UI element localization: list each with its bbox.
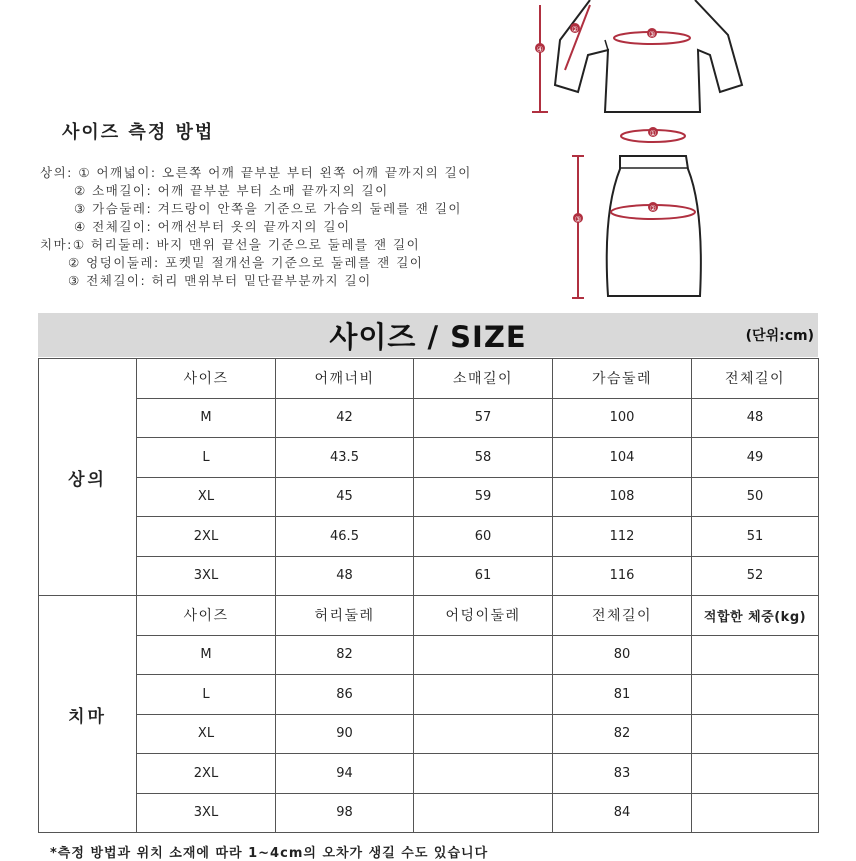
howto-title: 사이즈 측정 방법 (62, 122, 215, 143)
column-header: 적합한 체중(kg) (692, 596, 819, 636)
table-cell: M (137, 398, 276, 438)
table-cell: 58 (414, 438, 553, 478)
table-cell (692, 793, 819, 833)
table-cell (414, 714, 553, 754)
howto-skirt-hip: ② 엉덩이둘레: 포켓밑 절개선을 기준으로 둘레를 잰 길이 (68, 255, 424, 270)
table-cell: 83 (553, 754, 692, 794)
table-cell (414, 675, 553, 715)
table-cell: 48 (276, 556, 414, 596)
table-cell: 42 (276, 398, 414, 438)
table-cell: XL (137, 477, 276, 517)
table-cell: 112 (553, 517, 692, 557)
table-row (39, 556, 819, 596)
column-header: 전체길이 (553, 596, 692, 636)
table-cell: 57 (414, 398, 553, 438)
skirt-marker-3: ③ (574, 215, 582, 224)
skirt-header-row (39, 596, 819, 636)
table-cell: 60 (414, 517, 553, 557)
top-marker-2: ② (571, 25, 579, 34)
table-cell: 82 (553, 714, 692, 754)
table-cell (692, 714, 819, 754)
category-top: 상의 (39, 359, 137, 596)
table-cell (692, 635, 819, 675)
size-title-bar (38, 313, 818, 357)
table-cell: 52 (692, 556, 819, 596)
table-cell: 90 (276, 714, 414, 754)
table-cell: 51 (692, 517, 819, 557)
column-header: 허리둘레 (276, 596, 414, 636)
top-marker-3: ③ (648, 30, 656, 39)
top-garment-illustration (520, 0, 750, 118)
table-cell: 45 (276, 477, 414, 517)
table-cell: 46.5 (276, 517, 414, 557)
howto-skirt-waist: 치마:① 허리둘레: 바지 맨위 끝선을 기준으로 둘레를 잰 길이 (40, 237, 421, 252)
table-cell (414, 635, 553, 675)
table-cell: XL (137, 714, 276, 754)
table-cell: 43.5 (276, 438, 414, 478)
size-table (38, 358, 819, 833)
table-row (39, 635, 819, 675)
column-header: 소매길이 (414, 359, 553, 399)
skirt-illustration (568, 124, 718, 304)
skirt-marker-2: ② (649, 204, 657, 213)
table-row (39, 438, 819, 478)
category-skirt: 치마 (39, 596, 137, 833)
table-cell: 3XL (137, 556, 276, 596)
howto-top-shoulder: 상의: ① 어깨넓이: 오른쪽 어깨 끝부분 부터 왼쪽 어깨 끝까지의 길이 (40, 165, 472, 180)
table-cell: L (137, 675, 276, 715)
howto-top-length: ④ 전체길이: 어깨선부터 옷의 끝까지의 길이 (74, 219, 351, 234)
table-cell: 82 (276, 635, 414, 675)
table-cell (414, 754, 553, 794)
table-cell: 84 (553, 793, 692, 833)
table-cell: M (137, 635, 276, 675)
table-cell: 98 (276, 793, 414, 833)
column-header: 전체길이 (692, 359, 819, 399)
table-cell (414, 793, 553, 833)
column-header: 사이즈 (137, 359, 276, 399)
table-cell (692, 675, 819, 715)
column-header: 가슴둘레 (553, 359, 692, 399)
table-cell: 48 (692, 398, 819, 438)
table-cell: 100 (553, 398, 692, 438)
top-marker-4: ④ (536, 45, 544, 54)
column-header: 사이즈 (137, 596, 276, 636)
footnote: *측정 방법과 위치 소재에 따라 1~4cm의 오차가 생길 수도 있습니다 (50, 846, 489, 861)
table-row (39, 675, 819, 715)
table-cell: 2XL (137, 754, 276, 794)
table-cell: 49 (692, 438, 819, 478)
table-row (39, 793, 819, 833)
table-cell: 80 (553, 635, 692, 675)
table-row (39, 517, 819, 557)
table-cell: 3XL (137, 793, 276, 833)
howto-skirt-length: ③ 전체길이: 허리 맨위부터 밑단끝부분까지 길이 (68, 273, 372, 288)
table-cell (692, 754, 819, 794)
skirt-marker-1: ① (649, 129, 657, 138)
howto-top-chest: ③ 가슴둘레: 겨드랑이 안쪽을 기준으로 가슴의 둘레를 잰 길이 (74, 201, 463, 216)
table-cell: 50 (692, 477, 819, 517)
unit-label: (단위:cm) (745, 328, 814, 344)
table-cell: 2XL (137, 517, 276, 557)
column-header: 어깨너비 (276, 359, 414, 399)
table-cell: 108 (553, 477, 692, 517)
table-cell: L (137, 438, 276, 478)
table-cell: 81 (553, 675, 692, 715)
table-row (39, 754, 819, 794)
top-header-row (39, 359, 819, 399)
table-row (39, 714, 819, 754)
size-table-title: 사이즈 / SIZE (329, 320, 527, 354)
table-cell: 116 (553, 556, 692, 596)
table-row (39, 398, 819, 438)
table-cell: 59 (414, 477, 553, 517)
table-cell: 86 (276, 675, 414, 715)
howto-top-sleeve: ② 소매길이: 어깨 끝부분 부터 소매 끝까지의 길이 (74, 183, 389, 198)
table-cell: 61 (414, 556, 553, 596)
table-cell: 94 (276, 754, 414, 794)
column-header: 어덩이둘레 (414, 596, 553, 636)
table-row (39, 477, 819, 517)
table-cell: 104 (553, 438, 692, 478)
